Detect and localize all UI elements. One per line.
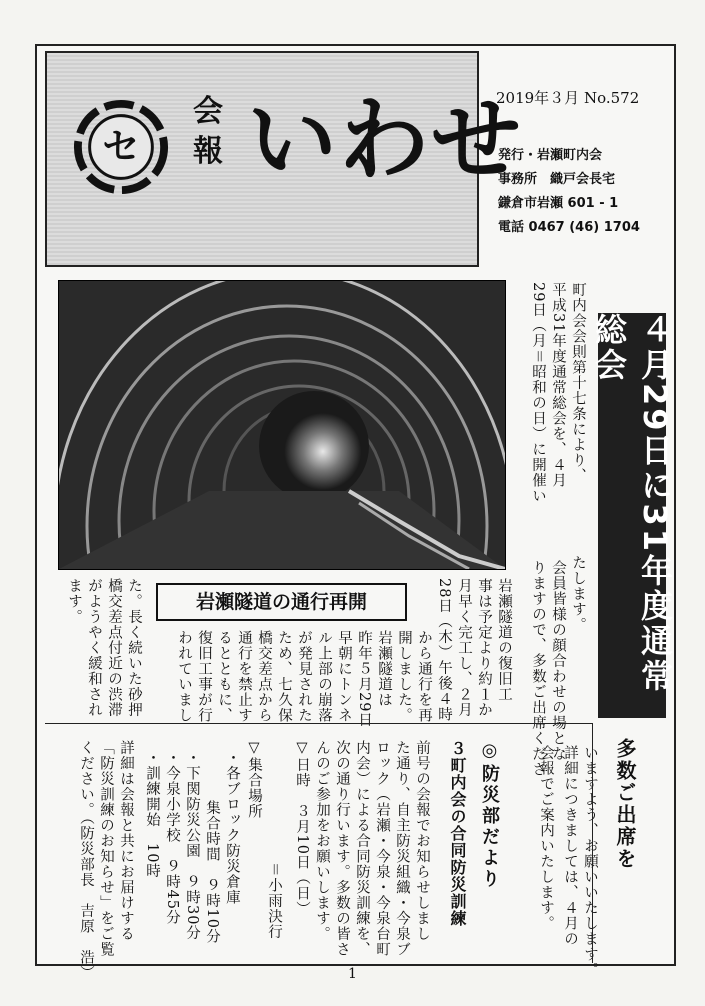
- tunnel-line-20: がようやく緩和され: [86, 578, 102, 718]
- office: 事務所 織戸会長宅: [498, 172, 616, 187]
- tunnel-line-17: われていまし: [176, 630, 192, 723]
- emblem-char: セ: [102, 124, 140, 169]
- feature-line-9: 会報でご案内いたします。: [538, 745, 554, 931]
- tunnel-line-1: 岩瀬隧道の復旧工: [496, 578, 512, 702]
- tunnel-line-6: 開しました。: [396, 630, 412, 723]
- tunnel-line-2: 事は予定より約１か: [476, 578, 492, 718]
- bousai-subtitle: ３町内会の合同防災訓練: [448, 740, 467, 927]
- tunnel-line-16: 復旧工事が行: [196, 630, 212, 723]
- tunnel-line-3: 月早く完工し、２月: [456, 578, 472, 718]
- feature-line-2: 平成31年度通常総会を、４月: [550, 282, 566, 489]
- tunnel-photo: [58, 280, 506, 570]
- tunnel-line-8: 昨年５月29日: [356, 630, 372, 728]
- section-divider: [45, 723, 592, 724]
- bousai-line-4: 内会）による合同防災訓練を、: [354, 740, 370, 957]
- tunnel-line-4: 28日（木）午後４時: [436, 578, 452, 723]
- feature-line-8: 詳細につきましては、４月の: [562, 745, 578, 947]
- bousai-line-1: 前号の会報でお知らせしまし: [414, 740, 430, 942]
- bousai-line-16: 「防災訓練のお知らせ」をご覧: [98, 740, 114, 957]
- newsletter-title: いわせ: [247, 87, 523, 193]
- tunnel-line-12: ため、七久保: [276, 630, 292, 723]
- town-emblem-icon: [72, 98, 170, 196]
- tunnel-line-7: 岩瀬隧道は: [376, 630, 392, 708]
- bousai-line-17: ください。（防災部長 吉原 浩）: [78, 740, 94, 981]
- bousai-line-7: ▽日時 ３月10日（日）: [294, 740, 310, 917]
- tunnel-caption: 岩瀬隧道の通行再開: [156, 583, 407, 621]
- tunnel-line-5: から通行を再: [416, 630, 432, 723]
- tunnel-line-18: た。長く続いた砂押: [126, 578, 142, 718]
- bousai-line-2: た通り、自主防災組織・今泉ブ: [394, 740, 410, 957]
- feature-line-5: 会員皆様の顔合わせの場とな: [550, 560, 566, 762]
- tunnel-line-10: ル上部の崩落: [316, 630, 332, 723]
- bousai-line-13: ・今泉小学校 ９時45分: [164, 750, 180, 926]
- feature-line-1: 町内会会則第十七条により、: [570, 282, 586, 484]
- bousai-line-9: ▽集合場所: [246, 740, 262, 819]
- tunnel-line-19: 橋交差点付近の渋滞: [106, 578, 122, 718]
- tunnel-line-14: 通行を禁止す: [236, 630, 252, 723]
- feature-subhead: 多数ご出席を: [613, 738, 637, 870]
- address: 鎌倉市岩瀬 601 - 1: [498, 196, 619, 211]
- column-divider: [592, 723, 593, 963]
- bousai-line-10: ・各ブロック防災倉庫: [224, 750, 240, 905]
- bousai-line-12: ・下関防災公園 ９時30分: [184, 750, 200, 941]
- bousai-line-14: ・訓練開始 10時: [144, 750, 160, 879]
- tunnel-line-9: 早朝にトンネ: [336, 630, 352, 723]
- tunnel-line-21: ます。: [66, 578, 82, 625]
- headline: ４月29日に31年度通常総会: [598, 313, 666, 718]
- phone: 電話 0467 (46) 1704: [498, 220, 640, 235]
- bousai-line-15: 詳細は会報と共にお届けする: [118, 740, 134, 942]
- kaiho-char-1: 会: [193, 94, 223, 129]
- feature-line-3: 29日（月＝昭和の日）に開催い: [530, 282, 546, 504]
- bousai-line-3: ロック（岩瀬・今泉・今泉台町: [374, 740, 390, 957]
- feature-line-6: りますので、多数ご出席くださ: [530, 560, 546, 777]
- bousai-line-5: 次の通り行います。多数の皆さ: [334, 740, 350, 957]
- tunnel-line-11: が発見された: [296, 630, 312, 723]
- tunnel-line-13: 橋交差点から: [256, 630, 272, 723]
- bousai-title: ◎防災部だより: [479, 740, 500, 890]
- feature-line-4: たします。: [570, 555, 586, 633]
- kaiho-label: [187, 92, 229, 172]
- bousai-line-8: ＝小雨決行: [266, 862, 282, 940]
- kaiho-char-2: 報: [193, 134, 223, 169]
- publisher: 発行・岩瀬町内会: [498, 148, 603, 163]
- feature-line-7: いますよう、お願いいたします。: [582, 745, 598, 978]
- issue-number: 2019年３月 No.572: [496, 89, 640, 107]
- bousai-line-6: んのご参加をお願いします。: [314, 740, 330, 942]
- bousai-line-11: 集合時間 ９時10分: [204, 800, 220, 945]
- tunnel-line-15: るとともに、: [216, 630, 232, 723]
- page-number: 1: [348, 966, 357, 982]
